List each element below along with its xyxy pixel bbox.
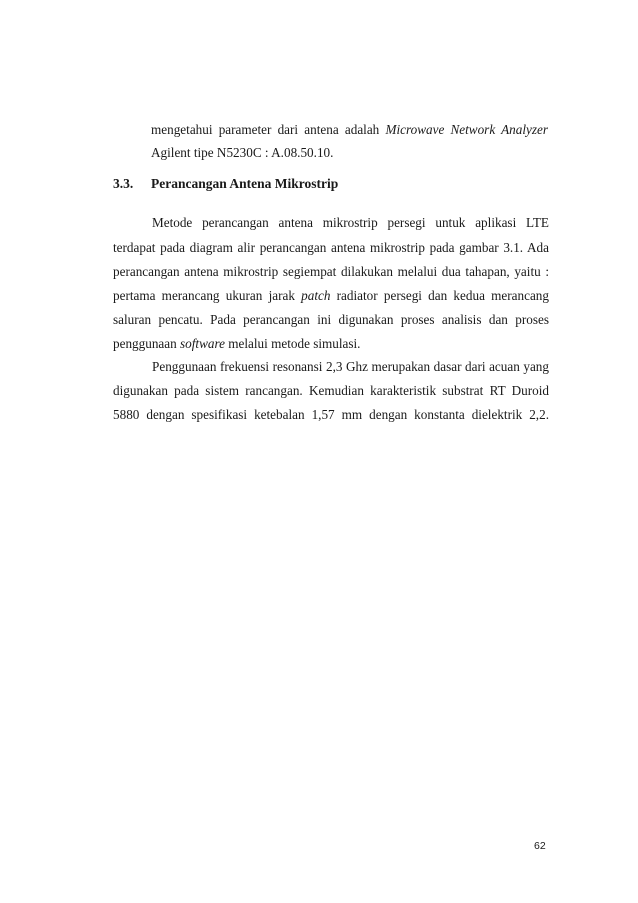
paragraph-1-line-6 [113, 336, 549, 352]
section-title: Perancangan Antena Mikrostrip [151, 176, 339, 191]
paragraph-1-line-4-italic: patch [301, 288, 331, 303]
intro-line-1-text: mengetahui parameter dari antena adalah [151, 122, 386, 137]
paragraph-1-line-1: Metode perancangan antena mikrostrip persegi untuk aplikasi LTE [152, 215, 549, 230]
intro-line-2: Agilent tipe N5230C : A.08.50.10. [151, 145, 334, 160]
paragraph-1-line-4-post: radiator persegi dan kedua merancang [330, 288, 549, 303]
paragraph-1-line-6-pre: penggunaan [113, 336, 181, 351]
paragraph-1-line-5: saluran pencatu. Pada perancangan ini digunakan proses analisis dan proses [113, 312, 549, 327]
paragraph-1-line-4 [113, 288, 549, 304]
paragraph-2-line-2: digunakan pada sistem rancangan. Kemudian karakteristik substrat RT Duroid [113, 383, 549, 398]
paragraph-1-line-3: perancangan antena mikrostrip segiempat dilakukan melalui dua tahapan, yaitu : [113, 264, 549, 279]
page-number: 62 [534, 840, 546, 852]
paragraph-2-line-3: 5880 dengan spesifikasi ketebalan 1,57 mm dengan konstanta dielektrik 2,2. [113, 407, 549, 422]
intro-line-1 [151, 122, 548, 138]
intro-line-1-italic: Microwave Network Analyzer [385, 122, 548, 137]
paragraph-1-line-2: terdapat pada diagram alir perancangan antena mikrostrip pada gambar 3.1. Ada [113, 240, 549, 255]
section-number: 3.3. [113, 176, 134, 191]
paragraph-1-line-6-italic: software [180, 336, 225, 351]
paragraph-2-line-1: Penggunaan frekuensi resonansi 2,3 Ghz merupakan dasar dari acuan yang [152, 359, 549, 374]
paragraph-1-line-6-post: melalui metode simulasi. [224, 336, 361, 351]
paragraph-1-line-4-pre: pertama merancang ukuran jarak [113, 288, 302, 303]
